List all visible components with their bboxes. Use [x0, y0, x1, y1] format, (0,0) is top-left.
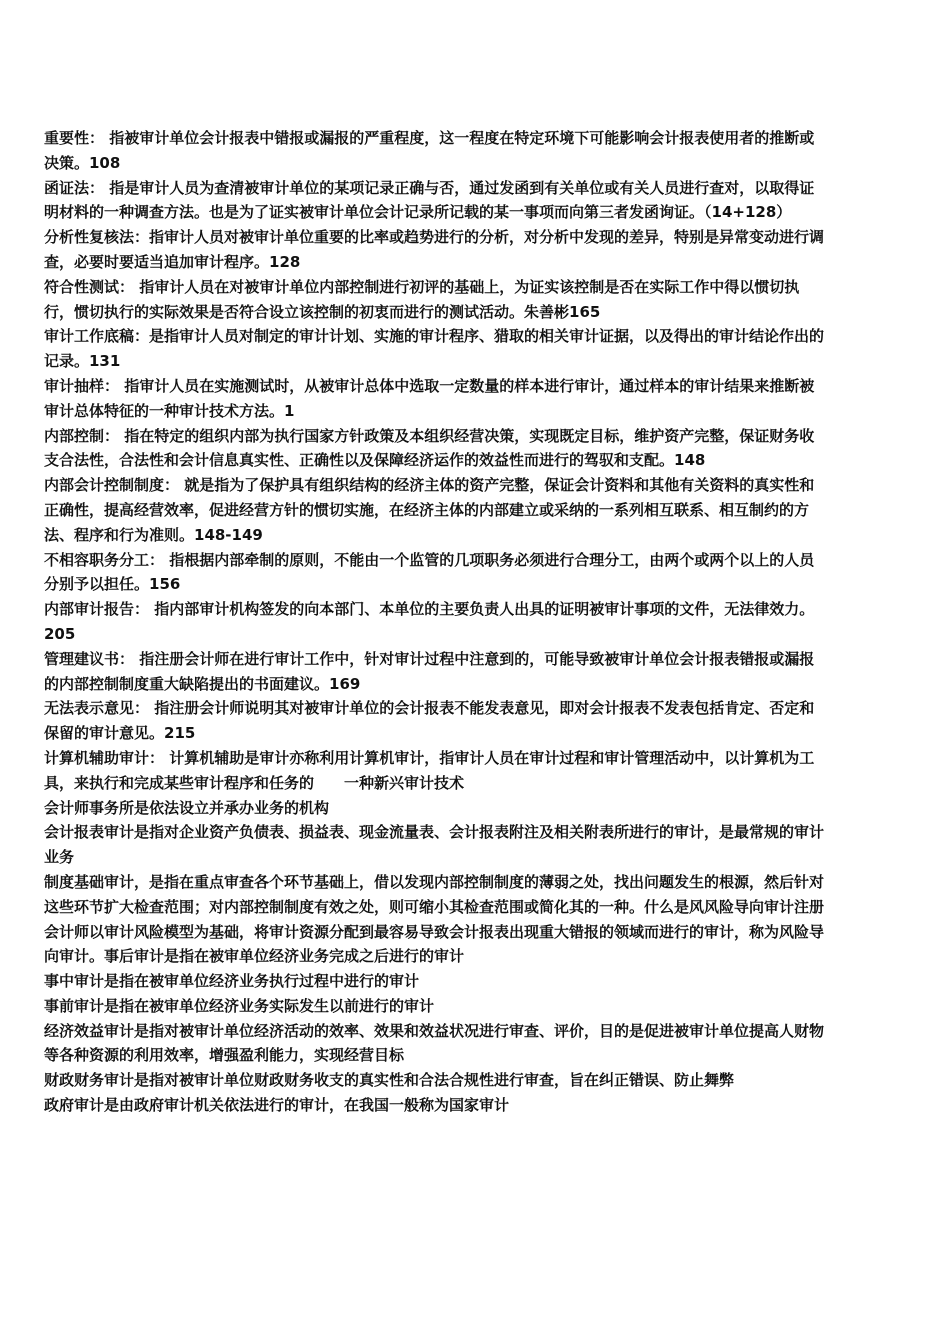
- definition-system-based-audit: 制度基础审计，是指在重点审查各个环节基础上，借以发现内部控制制度的薄弱之处，找出问题发生的根源，然后针对这些环节扩大检查范围；对内部控制制度有效之处，则可缩小其检查范围或简化其的一种。什么是风风险导向审计注册会计师以审计风险模型为基础，将审计资源分配到最容易导致会计报表出现重大错报的领域而进行的审计，称为风险导向审计。事后审计是指在被审单位经济业务完成之后进行的审计: [44, 872, 825, 966]
- definition-internal-control: 内部控制： 指在特定的组织内部为执行国家方针政策及本组织经营决策，实现既定目标，维护资产完整，保证财务收支合法性，合法性和会计信息真实性、正确性以及保障经济运作的效益性而进行的驾驭和支配。148: [44, 426, 815, 470]
- definition-internal-audit-report: 内部审计报告： 指内部审计机构签发的向本部门、本单位的主要负责人出具的证明被审计事项的文件，无法律效力。205: [44, 600, 815, 643]
- definition-management-letter: 管理建议书： 指注册会计师在进行审计工作中，针对审计过程中注意到的，可能导致被审计单位会计报表错报或漏报的内部控制制度重大缺陷提出的书面建议。169: [44, 649, 815, 693]
- definition-confirmation: 函证法： 指是审计人员为查清被审计单位的某项记录正确与否，通过发函到有关单位或有关人员进行查对，以取得证明材料的一种调查方法。也是为了证实被审计单位会计记录所记载的某一事项而向第三者发函询证。（14+128）: [44, 178, 815, 222]
- definition-working-papers: 审计工作底稿：是指审计人员对制定的审计计划、实施的审计程序、猎取的相关审计证据，以及得出的审计结论作出的记录。131: [44, 327, 825, 371]
- document-body: [44, 126, 824, 1118]
- definition-performance-audit: 经济效益审计是指对被审计单位经济活动的效率、效果和效益状况进行审查、评价，目的是促进被审计单位提高人财物等各种资源的利用效率，增强盈利能力，实现经营目标: [44, 1021, 825, 1065]
- definition-pre-audit: 事前审计是指在被审单位经济业务实际发生以前进行的审计: [44, 996, 435, 1015]
- definition-importance: 重要性： 指被审计单位会计报表中错报或漏报的严重程度，这一程度在特定环境下可能影响会计报表使用者的推断或决策。108: [44, 129, 815, 172]
- definition-compliance-test: 符合性测试： 指审计人员在对被审计单位内部控制进行初评的基础上，为证实该控制是否在实际工作中得以惯切执行，惯切执行的实际效果是否符合设立该控制的初衷而进行的测试活动。朱善彬165: [44, 277, 800, 321]
- definition-cpa-firm: 会计师事务所是依法设立并承办业务的机构: [44, 798, 330, 817]
- definition-concurrent-audit: 事中审计是指在被审单位经济业务执行过程中进行的审计: [44, 972, 420, 991]
- definition-computer-assisted-audit: 计算机辅助审计： 计算机辅助是审计亦称利用计算机审计，指审计人员在审计过程和审计管理活动中，以计算机为工具，来执行和完成某些审计程序和任务的 一种新兴审计技术: [44, 748, 815, 792]
- definition-analytical-review: 分析性复核法：指审计人员对被审计单位重要的比率或趋势进行的分析，对分析中发现的差异，特别是异常变动进行调查，必要时要适当追加审计程序。128: [44, 228, 825, 271]
- definition-segregation-of-duties: 不相容职务分工： 指根据内部牵制的原则，不能由一个监管的几项职务必须进行合理分工，由两个或两个以上的人员分别予以担任。156: [44, 550, 815, 594]
- definition-audit-sampling: 审计抽样： 指审计人员在实施测试时，从被审计总体中选取一定数量的样本进行审计，通过样本的审计结果来推断被审计总体特征的一种审计技术方法。1: [44, 376, 815, 420]
- definition-disclaimer-of-opinion: 无法表示意见： 指注册会计师说明其对被审计单位的会计报表不能发表意见，即对会计报表不发表包括肯定、否定和保留的审计意见。215: [44, 699, 815, 743]
- definition-government-audit: 政府审计是由政府审计机关依法进行的审计，在我国一般称为国家审计: [44, 1096, 510, 1115]
- definition-financial-statement-audit: 会计报表审计是指对企业资产负债表、损益表、现金流量表、会计报表附注及相关附表所进行的审计，是最常规的审计业务: [44, 823, 825, 867]
- definition-internal-accounting-control: 内部会计控制制度： 就是指为了保护具有组织结构的经济主体的资产完整，保证会计资料和其他有关资料的真实性和正确性，提高经营效率，促进经营方针的惯切实施，在经济主体的内部建立或采纳的一系列相互联系、相互制约的方法、程序和行为准则。148-149: [44, 476, 815, 544]
- definition-fiscal-financial-audit: 财政财务审计是指对被审计单位财政财务收支的真实性和合法合规性进行审查，旨在纠正错误、防止舞弊: [44, 1071, 735, 1090]
